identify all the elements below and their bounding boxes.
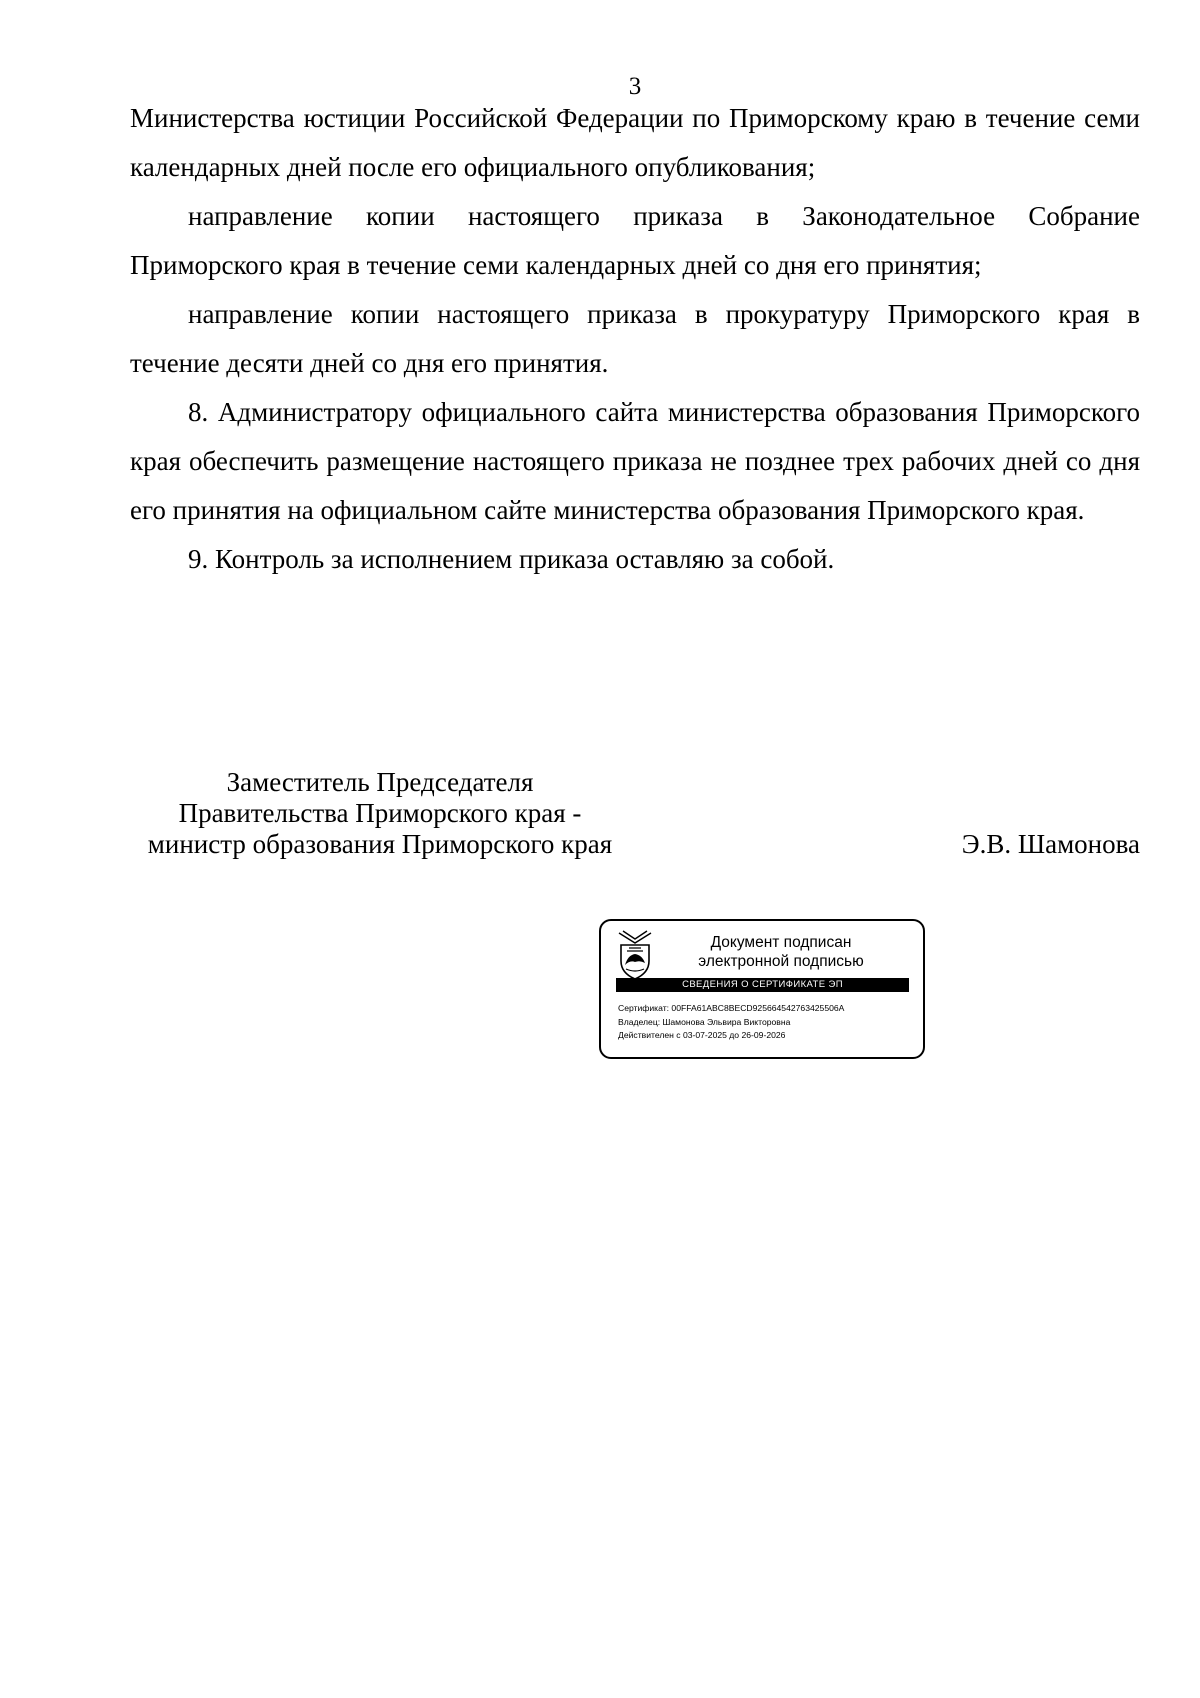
signatory-position (110, 767, 650, 860)
signatory-position-line: министр образования Приморского края (147, 829, 613, 859)
stamp-heading-line: электронной подписью (698, 953, 864, 970)
body-paragraph-continuation: Министерства юстиции Российской Федерации по Приморскому краю в течение семи календарных дней после его официального опубликования; (130, 103, 1140, 182)
body-paragraph-prosecutor: направление копии настоящего приказа в прокуратуру Приморского края в течение десяти дней со дня его принятия. (130, 299, 1140, 378)
certificate-info-bar: СВЕДЕНИЯ О СЕРТИФИКАТЕ ЭП (616, 978, 909, 992)
certificate-validity: Действителен с 03-07-2025 до 26-09-2026 (618, 1030, 786, 1040)
body-paragraph-legislative-assembly: направление копии настоящего приказа в Законодательное Собрание Приморского края в течение семи календарных дней со дня его принятия; (130, 201, 1140, 280)
document-body (130, 94, 1140, 584)
signatory-name: Э.В. Шамонова (961, 829, 1140, 859)
signatory-position-line: Заместитель Председателя (226, 767, 534, 797)
signatory-position-line: Правительства Приморского края - (178, 798, 582, 828)
stamp-heading (661, 933, 901, 971)
certificate-number: Сертификат: 00FFA61ABC8BECD925664542763425506A (618, 1003, 845, 1013)
page-number: 3 (628, 73, 642, 100)
body-paragraph-item-9: 9. Контроль за исполнением приказа оставляю за собой. (188, 544, 835, 574)
certificate-owner: Владелец: Шамонова Эльвира Викторовна (618, 1016, 791, 1027)
stamp-heading-line: Документ подписан (710, 934, 852, 951)
electronic-signature-stamp (599, 919, 925, 1059)
certificate-details (618, 1002, 844, 1043)
coat-of-arms-icon (615, 929, 655, 981)
body-paragraph-item-8: 8. Администратору официального сайта министерства образования Приморского края обеспечить размещение настоящего приказа не позднее трех рабочих дней со дня его принятия на официальном сайте министерства образования Приморского края. (130, 397, 1140, 525)
